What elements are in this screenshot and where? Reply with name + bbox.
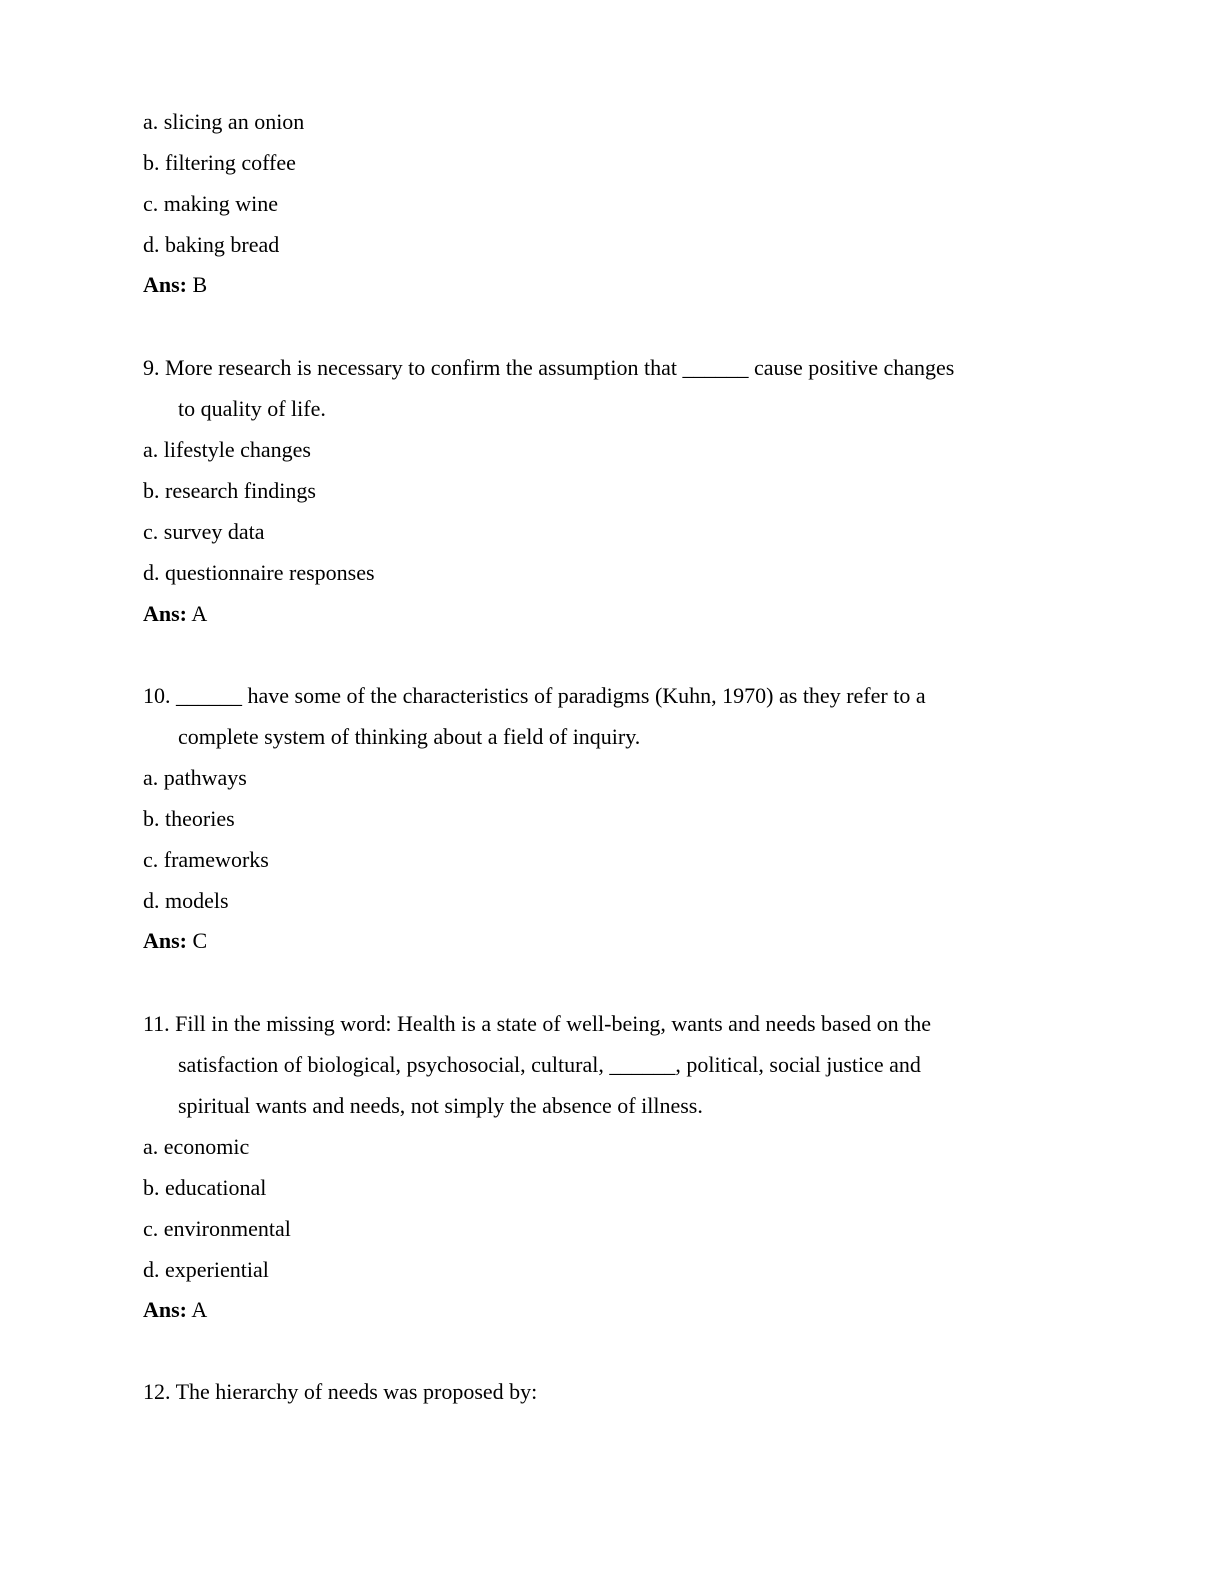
answer-value: C <box>192 928 208 953</box>
option-line: a. pathways <box>143 765 247 790</box>
question-stem-line: spiritual wants and needs, not simply the absence of illness. <box>178 1093 703 1118</box>
answer-label: Ans: <box>143 928 188 953</box>
answer-label: Ans: <box>143 272 188 297</box>
answer-line <box>143 927 207 955</box>
option-line: d. baking bread <box>143 232 280 257</box>
answer-line <box>143 271 207 299</box>
question-stem-line: 9. More research is necessary to confirm the assumption that ______ cause positive changes <box>143 355 955 380</box>
option-line: b. filtering coffee <box>143 150 296 175</box>
answer-value: A <box>191 1297 208 1322</box>
answer-value: B <box>192 272 208 297</box>
answer-line <box>143 1296 207 1324</box>
question-stem-line: 10. ______ have some of the characteristics of paradigms (Kuhn, 1970) as they refer to a <box>143 683 926 708</box>
option-line: c. environmental <box>143 1216 291 1241</box>
question-stem-line: 11. Fill in the missing word: Health is a state of well-being, wants and needs based on the <box>143 1011 931 1036</box>
option-line: a. slicing an onion <box>143 109 305 134</box>
answer-label: Ans: <box>143 601 188 626</box>
option-line: d. questionnaire responses <box>143 560 375 585</box>
option-line: a. lifestyle changes <box>143 437 311 462</box>
option-line: b. educational <box>143 1175 267 1200</box>
option-line: b. research findings <box>143 478 316 503</box>
option-line: c. making wine <box>143 191 279 216</box>
answer-value: A <box>191 601 208 626</box>
answer-label: Ans: <box>143 1297 188 1322</box>
option-line: c. survey data <box>143 519 265 544</box>
option-line: d. experiential <box>143 1257 269 1282</box>
question-stem-line: 12. The hierarchy of needs was proposed by: <box>143 1379 538 1404</box>
option-line: d. models <box>143 888 229 913</box>
question-stem-line: to quality of life. <box>178 396 326 421</box>
option-line: a. economic <box>143 1134 250 1159</box>
option-line: c. frameworks <box>143 847 269 872</box>
answer-line <box>143 600 207 628</box>
question-stem-line: complete system of thinking about a field of inquiry. <box>178 724 641 749</box>
option-line: b. theories <box>143 806 235 831</box>
question-stem-line: satisfaction of biological, psychosocial, cultural, ______, political, social justice and <box>178 1052 921 1077</box>
